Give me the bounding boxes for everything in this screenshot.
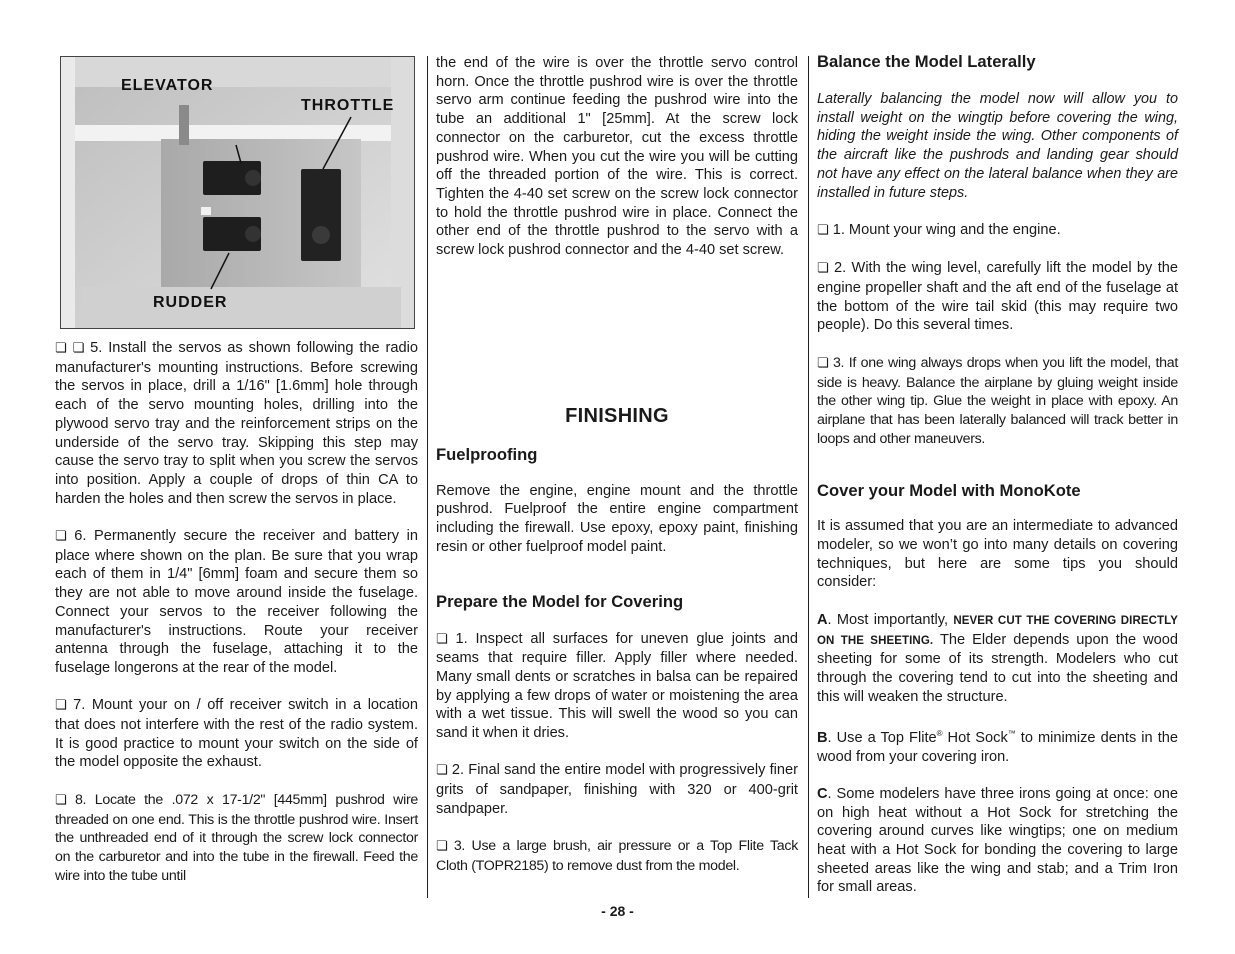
tip-c-text: . Some modelers have three irons going at once: one on high heat without a Hot Sock for stretching the covering around curves like wingtips; one on medium heat with a Hot Sock for bonding the covering to large sheeted areas like the wing and stab; and a Trim Iron for small areas. xyxy=(817,785,1178,896)
checkbox-icon[interactable]: ❏ xyxy=(55,792,67,808)
servo-installation-photo xyxy=(60,56,415,329)
checkbox-icon[interactable]: ❏ xyxy=(817,261,829,277)
prep-step-2-text: 2. Final sand the entire model with progressively finer grits of sandpaper, finishing with 320 or 400-grit sandpaper. xyxy=(436,762,798,817)
prepare-heading: Prepare the Model for Covering xyxy=(436,591,684,611)
prep-step-1-text: 1. Inspect all surfaces for uneven glue joints and seams that require filler. Apply filler where needed. Many small dents or scratches in balsa can be repaired by applying a few drops of water or moistening the area with a wet tissue. This will swell the wood so you can sand it when it dries. xyxy=(436,630,798,742)
prep-step-3-text: 3. Use a large brush, air pressure or a Top Flite Tack Cloth (TOPR2185) to remove dust from the model. xyxy=(436,838,798,874)
column-divider-right xyxy=(808,56,809,898)
step-7-text: 7. Mount your on / off receiver switch in a location that does not interfere with the rest of the radio system. It is good practice to mount your switch on the side of the model opposite the exhaust. xyxy=(55,697,418,771)
tip-a-warning: NEVER CUT THE COVERING DIRECTLY ON THE SHEETING. xyxy=(817,614,1179,647)
tip-a-letter: A xyxy=(817,611,828,628)
checkbox-icon[interactable]: ❏ xyxy=(436,763,448,779)
step-6-paragraph xyxy=(55,527,418,678)
tip-a xyxy=(817,611,1178,707)
fuelproofing-paragraph: Remove the engine, engine mount and the throttle pushrod. Fuelproof the entire engine compartment including the firewall. Use epoxy, epoxy paint, finishing resin or other fuelproof model paint. xyxy=(436,482,798,555)
balance-intro: Laterally balancing the model now will allow you to install weight on the wingtip before covering the wing, hiding the weight inside the wing. Other components of the aircraft like the pushrods and landing gear should not have any effect on the lateral balance when they are installed in future steps. xyxy=(817,91,1178,201)
tip-c xyxy=(817,785,1178,897)
step-8-text: 8. Locate the .072 x 17-1/2" [445mm] pushrod wire threaded on one end. This is the throttle pushrod wire. Insert the unthreaded end of it through the screw lock connector on the carburetor and into the tube in the firewall. Feed the wire into the tube until xyxy=(55,791,418,884)
step-6-text: 6. Permanently secure the receiver and battery in place where shown on the plan. Be sure that you wrap each of them in 1/4" [6mm] foam and secure them so they are not able to move around inside the fuselage. Connect your servos to the receiver following the manufacturer's instructions. Route your receiver antenna through the fuselage, attaching it to the fuselage longerons at the rear of the model. xyxy=(55,528,418,676)
tip-b xyxy=(817,725,1178,766)
step-8-continued: the end of the wire is over the throttle servo control horn. Once the throttle pushrod wire is over the throttle servo arm continue feeding the pushrod wire into the tube an additional 1" [25mm]. At the screw lock connector on the carburetor, cut the excess throttle pushrod wire. When you cut the wire you will be cutting off the threaded portion of the wire. This is correct. Tighten the 4-40 set screw on the screw lock connector to hold the throttle pushrod wire in place. Connect the other end of the throttle pushrod to the servo with a screw lock pushrod connector and the 4-40 set screw. xyxy=(436,55,798,259)
step-7-paragraph xyxy=(55,696,418,772)
throttle-label: THROTTLE xyxy=(301,97,395,114)
balance-step-2 xyxy=(817,259,1178,335)
column-1 xyxy=(55,339,418,885)
checkbox-icon[interactable]: ❏ xyxy=(55,698,67,714)
balance-step-2-text: 2. With the wing level, carefully lift the model by the engine propeller shaft and the aft end of the fuselage at the bottom of the wire tail skid (this may require two people). Do this several times. xyxy=(817,260,1178,334)
balance-heading: Balance the Model Laterally xyxy=(817,52,1036,71)
fuelproofing-heading: Fuelproofing xyxy=(436,444,538,464)
checkbox-icon[interactable]: ❏ xyxy=(436,631,448,647)
tip-b-mid: Hot Sock xyxy=(942,729,1008,746)
checkbox-icon[interactable]: ❏ xyxy=(817,355,829,371)
balance-step-1 xyxy=(817,221,1178,241)
tip-b-letter: B xyxy=(817,729,828,746)
step-5-paragraph xyxy=(55,339,418,508)
balance-step-1-text: 1. Mount your wing and the engine. xyxy=(828,221,1061,238)
checkbox-icon[interactable]: ❏ xyxy=(55,529,67,545)
column-3 xyxy=(817,52,1178,897)
checkbox-icon[interactable]: ❏ xyxy=(817,222,829,238)
rudder-label: RUDDER xyxy=(153,294,228,311)
tip-b-post: to minimize dents in the wood from your covering iron. xyxy=(817,729,1178,765)
prep-step-1 xyxy=(436,630,798,743)
cover-heading: Cover your Model with MonoKote xyxy=(817,481,1081,501)
prep-step-3 xyxy=(436,837,798,875)
tip-a-pre: . Most importantly, xyxy=(827,611,954,628)
tip-b-pre: . Use a Top Flite xyxy=(827,729,937,746)
finishing-heading: FINISHING xyxy=(565,404,669,427)
column-divider-left xyxy=(427,56,428,898)
balance-step-3 xyxy=(817,354,1178,449)
cover-intro: It is assumed that you are an intermediate to advanced modeler, so we won’t go into many details on covering techniques, but here are some tips you should consider: xyxy=(817,518,1178,591)
step-8-paragraph xyxy=(55,791,418,886)
checkbox-icon[interactable]: ❏ xyxy=(436,839,448,855)
registered-mark: ® xyxy=(936,729,943,739)
prep-step-2 xyxy=(436,761,798,818)
tip-a-post: The Elder depends upon the wood sheeting for some of its strength. Modelers who cut through the covering tend to cut into the sheeting and this will weaken the structure. xyxy=(817,631,1178,705)
checkbox-icon[interactable]: ❏ ❏ xyxy=(55,341,85,356)
tip-c-letter: C xyxy=(817,785,828,802)
trademark-mark: ™ xyxy=(1007,729,1016,739)
step-5-text: 5. Install the servos as shown following the radio manufacturer's mounting instructions. Before screwing the servos in place, drill a 1/16" [1.6mm] hole through each of the servo mounting holes, drilling into the plywood servo tray and the reinforcement strips on the underside of the servo tray. Skipping this step may cause the servo tray to split when you screw the servos into position. Apply a couple of drops of thin CA to harden the holes and then screw the servos in place. xyxy=(55,340,418,507)
column-2 xyxy=(436,54,798,876)
elevator-label: ELEVATOR xyxy=(121,77,214,94)
balance-step-3-text: 3. If one wing always drops when you lift the model, that side is heavy. Balance the airplane by gluing weight inside the other wing tip. Glue the weight in place with epoxy. An airplane that has been laterally balanced will track better in loops and other maneuvers. xyxy=(817,354,1178,447)
page-number: - 28 - xyxy=(601,903,634,919)
